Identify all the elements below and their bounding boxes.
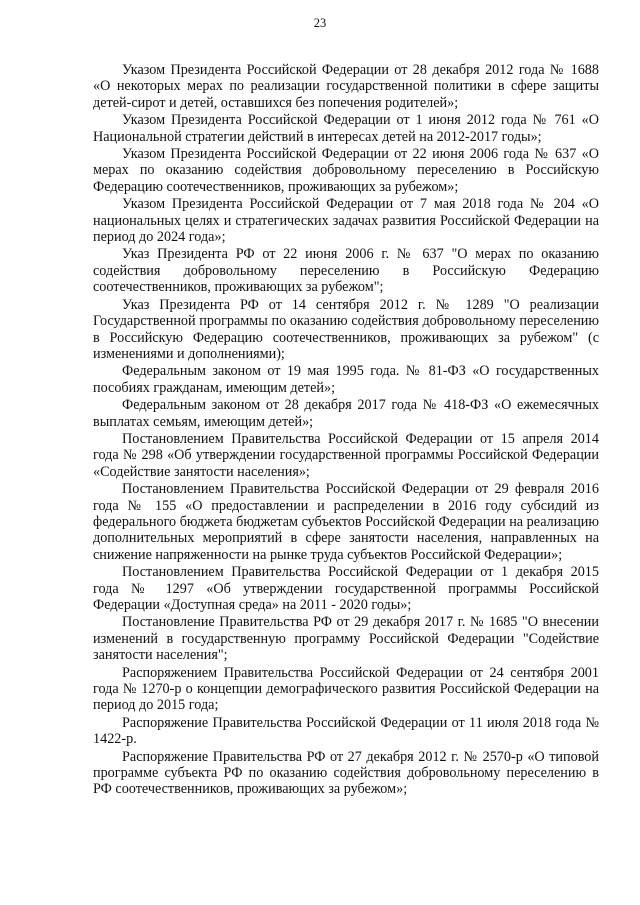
paragraph: Постановлением Правительства Российской Федерации от 15 апреля 2014 года № 298 «Об утверждении государственной программы Российской Федерации «Содействие занятости населения»; (93, 430, 599, 480)
paragraph: Распоряжение Правительства РФ от 27 декабря 2012 г. № 2570-р «О типовой программе субъекта РФ по оказанию содействия добровольному переселению в РФ соотечественников, проживающих за рубежом»; (93, 748, 599, 798)
paragraph: Указом Президента Российской Федерации от 22 июня 2006 года № 637 «О мерах по оказанию содействия добровольному переселению в Российскую Федерацию соотечественников, проживающих за рубежом»; (93, 146, 599, 195)
paragraph: Постановлением Правительства Российской Федерации от 1 декабря 2015 года № 1297 «Об утверждении государственной программы Российской Федерации «Доступная среда» на 2011 - 2020 годы»; (93, 564, 599, 613)
paragraph: Постановлением Правительства Российской Федерации от 29 февраля 2016 года № 155 «О предоставлении и распределении в 2016 году субсидий из федерального бюджета бюджетам субъектов Российской Федерации на реализацию дополнительных мероприятий в сфере занятости населения, направленных на снижение напряженности на рынке труда субъектов Российской Федерации»; (93, 481, 599, 563)
paragraph: Постановление Правительства РФ от 29 декабря 2017 г. № 1685 "О внесении изменений в государственную программу Российской Федерации "Содействие занятости населения"; (93, 614, 599, 664)
page-number: 23 (313, 16, 327, 30)
paragraph: Распоряжение Правительства Российской Федерации от 11 июля 2018 года № 1422-р. (93, 714, 599, 748)
paragraph: Указом Президента Российской Федерации от 7 мая 2018 года № 204 «О национальных целях и стратегических задачах развития Российской Федерации на период до 2024 года»; (93, 196, 599, 246)
paragraph: Указ Президента РФ от 22 июня 2006 г. № 637 "О мерах по оказанию содействия добровольному переселению в Российскую Федерацию соотечественников, проживающих за рубежом"; (93, 246, 599, 296)
paragraph: Федеральным законом от 28 декабря 2017 года № 418-ФЗ «О ежемесячных выплатах семьям, имеющим детей»; (93, 397, 599, 430)
paragraph: Федеральным законом от 19 мая 1995 года. № 81-ФЗ «О государственных пособиях гражданам, имеющим детей»; (93, 363, 599, 396)
paragraph: Указом Президента Российской Федерации от 28 декабря 2012 года № 1688 «О некоторых мерах по реализации государственной политики в сфере защиты детей-сирот и детей, оставшихся без попечения родителей»; (93, 62, 599, 111)
paragraph: Распоряжением Правительства Российской Федерации от 24 сентября 2001 года № 1270-р о концепции демографического развития Российской Федерации на период до 2015 года; (93, 664, 599, 714)
paragraph: Указ Президента РФ от 14 сентября 2012 г. № 1289 "О реализации Государственной программы по оказанию содействия добровольному переселению в Российскую Федерацию соотечественников, проживающих за рубежом" (с изменениями и дополнениями); (93, 296, 599, 362)
document-body (93, 62, 599, 799)
paragraph: Указом Президента Российской Федерации от 1 июня 2012 года № 761 «О Национальной стратегии действий в интересах детей на 2012-2017 годы»; (93, 112, 599, 145)
